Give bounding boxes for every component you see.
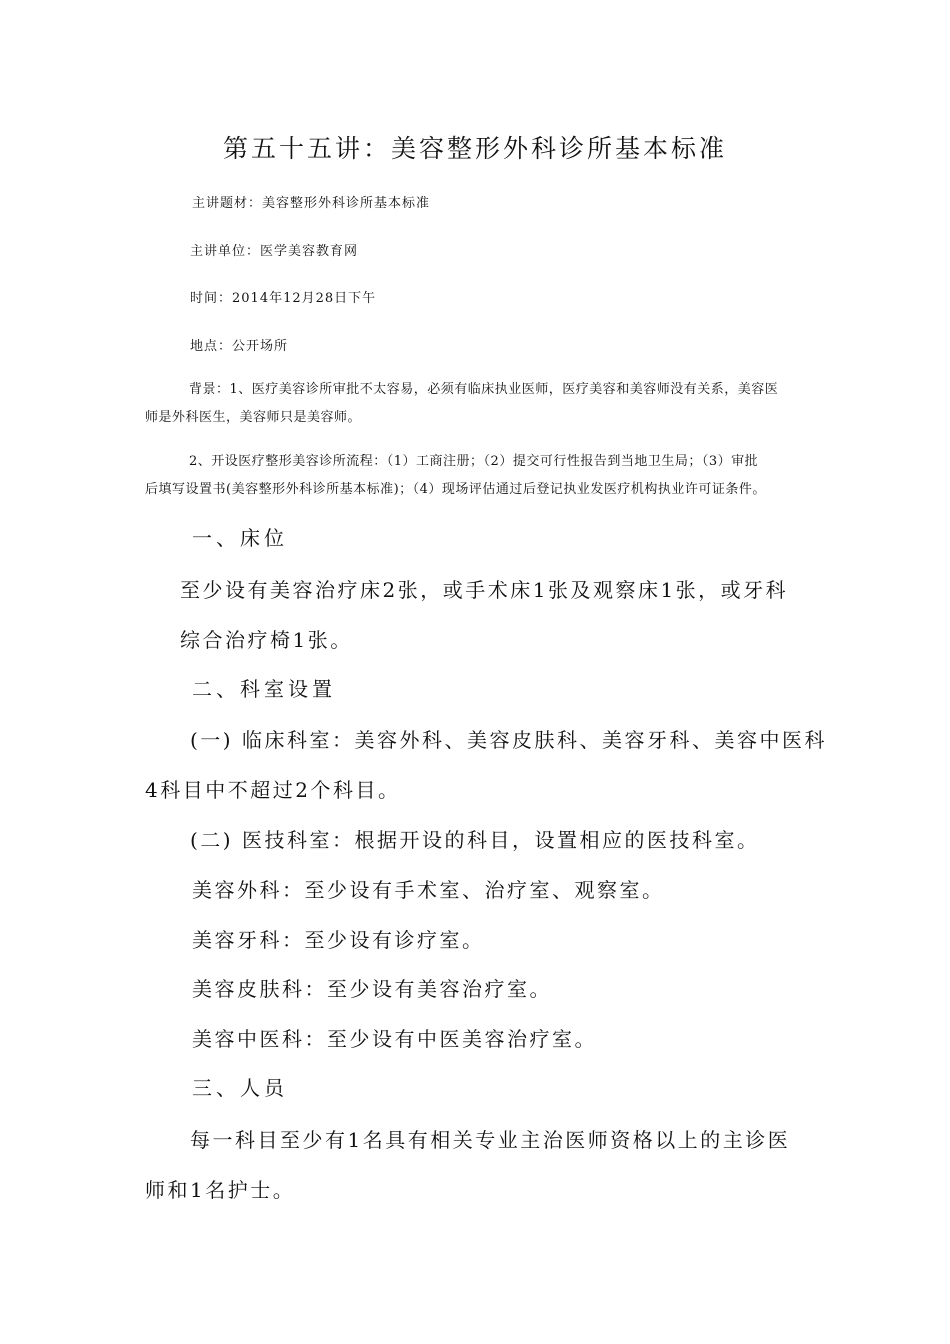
- section-2-tcm: 美容中医科：至少设有中医美容治疗室。: [192, 1027, 597, 1051]
- meta-time: 时间：2014年12月28日下午: [190, 291, 377, 306]
- section-2-clinical-line-2: 4科目中不超过2个科目。: [145, 778, 401, 802]
- section-1-line-2: 综合治疗椅1张。: [180, 628, 353, 652]
- document-title: 第五十五讲：美容整形外科诊所基本标准: [222, 133, 727, 163]
- section-2-medtech: (二) 医技科室：根据开设的科目，设置相应的医技科室。: [190, 828, 760, 852]
- section-3-line-2: 师和1名护士。: [145, 1178, 296, 1202]
- meta-unit: 主讲单位：医学美容教育网: [190, 244, 359, 259]
- meta-place: 地点：公开场所: [190, 339, 289, 354]
- background-p1-line1: 背景：1、医疗美容诊所审批不太容易，必须有临床执业医师，医疗美容和美容师没有关系，美容医: [189, 382, 779, 397]
- section-1-line-1: 至少设有美容治疗床2张，或手术床1张及观察床1张，或牙科: [180, 578, 789, 602]
- section-2-surgery: 美容外科：至少设有手术室、治疗室、观察室。: [192, 878, 665, 902]
- section-2-dental: 美容牙科：至少设有诊疗室。: [192, 928, 485, 952]
- section-1-heading: 一、床位: [192, 526, 288, 550]
- background-paragraph-1: [145, 376, 810, 432]
- meta-topic: 主讲题材：美容整形外科诊所基本标准: [192, 196, 431, 211]
- background-paragraph-2: [145, 448, 810, 504]
- section-3-heading: 三、人员: [192, 1076, 288, 1100]
- background-p2-line1: 2、开设医疗整形美容诊所流程：（1）工商注册；（2）提交可行性报告到当地卫生局；（3）审批: [189, 454, 759, 469]
- section-3-line-1: 每一科目至少有1名具有相关专业主治医师资格以上的主诊医: [190, 1128, 791, 1152]
- background-p1-line2: 师是外科医生，美容师只是美容师。: [145, 410, 362, 425]
- section-2-skin: 美容皮肤科：至少设有美容治疗室。: [192, 977, 552, 1001]
- background-p2-line2: 后填写设置书(美容整形外科诊所基本标准)；（4）现场评估通过后登记执业发医疗机构执业许可证条件。: [145, 482, 766, 497]
- section-2-clinical-line-1: (一) 临床科室：美容外科、美容皮肤科、美容牙科、美容中医科: [190, 728, 827, 752]
- section-2-heading: 二、科室设置: [192, 677, 336, 701]
